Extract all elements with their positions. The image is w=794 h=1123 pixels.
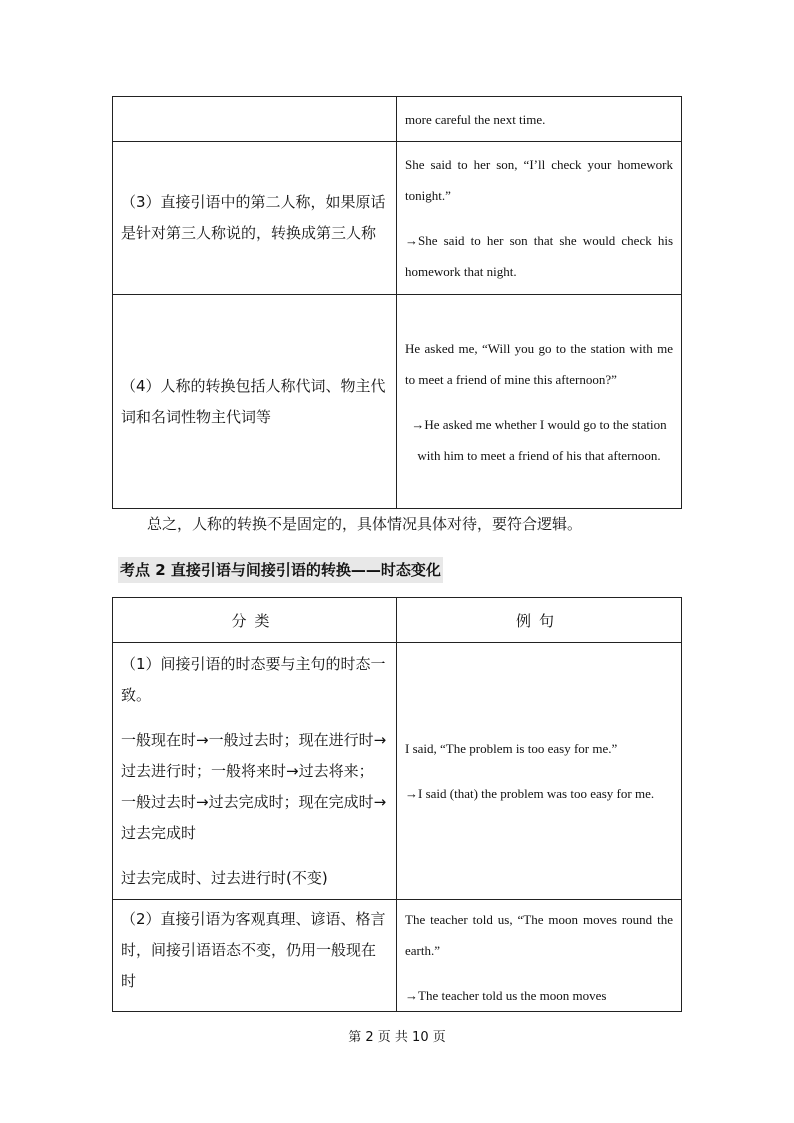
example-direct: He asked me, “Will you go to the station with me to meet a friend of mine this afternoon?”: [405, 340, 673, 387]
table-row: [113, 643, 682, 900]
example-indirect: →She said to her son that she would check his homework that night.: [405, 233, 673, 279]
table-cell: [113, 295, 397, 509]
section-title: 考点 2 直接引语与间接引语的转换——时态变化: [118, 557, 443, 583]
table-row: [113, 97, 682, 142]
tense-conversion-table: [112, 597, 682, 1012]
table-header-row: [113, 598, 682, 643]
page-footer: [0, 1026, 794, 1045]
table-cell: [397, 900, 682, 1012]
table-row: [113, 900, 682, 1012]
table-cell: [397, 142, 682, 295]
table-cell: [113, 643, 397, 900]
example-indirect: →He asked me whether I would go to the station with him to meet a friend of his that afternoon.: [411, 416, 667, 463]
example-direct: She said to her son, “I’ll check your homework tonight.”: [405, 157, 673, 203]
person-conversion-table: [112, 96, 682, 509]
rule-detail: 一般现在时→一般过去时；现在进行时→过去进行时；一般将来时→过去将来；一般过去时→过去完成时；现在完成时→过去完成时: [121, 730, 387, 842]
table-cell: [113, 900, 397, 1012]
table-cell: [397, 97, 682, 142]
table-cell: [397, 295, 682, 509]
rule-text: （4）人称的转换包括人称代词、物主代词和名词性物主代词等: [121, 376, 386, 426]
column-header-example: 例句: [397, 598, 682, 643]
summary-text: 总之，人称的转换不是固定的，具体情况具体对待，要符合逻辑。: [147, 515, 583, 533]
rule-text: （1）间接引语的时态要与主句的时态一致。: [121, 654, 386, 704]
table-row: [113, 142, 682, 295]
table-cell: [113, 142, 397, 295]
rule-text: （2）直接引语为客观真理、谚语、格言时，间接引语语态不变，仍用一般现在时: [121, 910, 386, 990]
example-indirect: →The teacher told us the moon moves: [405, 988, 607, 1003]
example-direct: The teacher told us, “The moon moves round the earth.”: [405, 912, 673, 958]
column-header-category: 分类: [113, 598, 397, 643]
table-cell: [113, 97, 397, 142]
rule-text: （3）直接引语中的第二人称，如果原话是针对第三人称说的，转换成第三人称: [121, 193, 386, 242]
example-indirect: →I said (that) the problem was too easy for me.: [405, 786, 655, 801]
example-text: more careful the next time.: [405, 111, 546, 127]
table-row: [113, 295, 682, 509]
rule-note: 过去完成时、过去进行时(不变): [121, 868, 328, 887]
table-cell: [397, 643, 682, 900]
example-direct: I said, “The problem is too easy for me.”: [405, 741, 618, 756]
page-number: 第 2 页 共 10 页: [348, 1030, 446, 1045]
